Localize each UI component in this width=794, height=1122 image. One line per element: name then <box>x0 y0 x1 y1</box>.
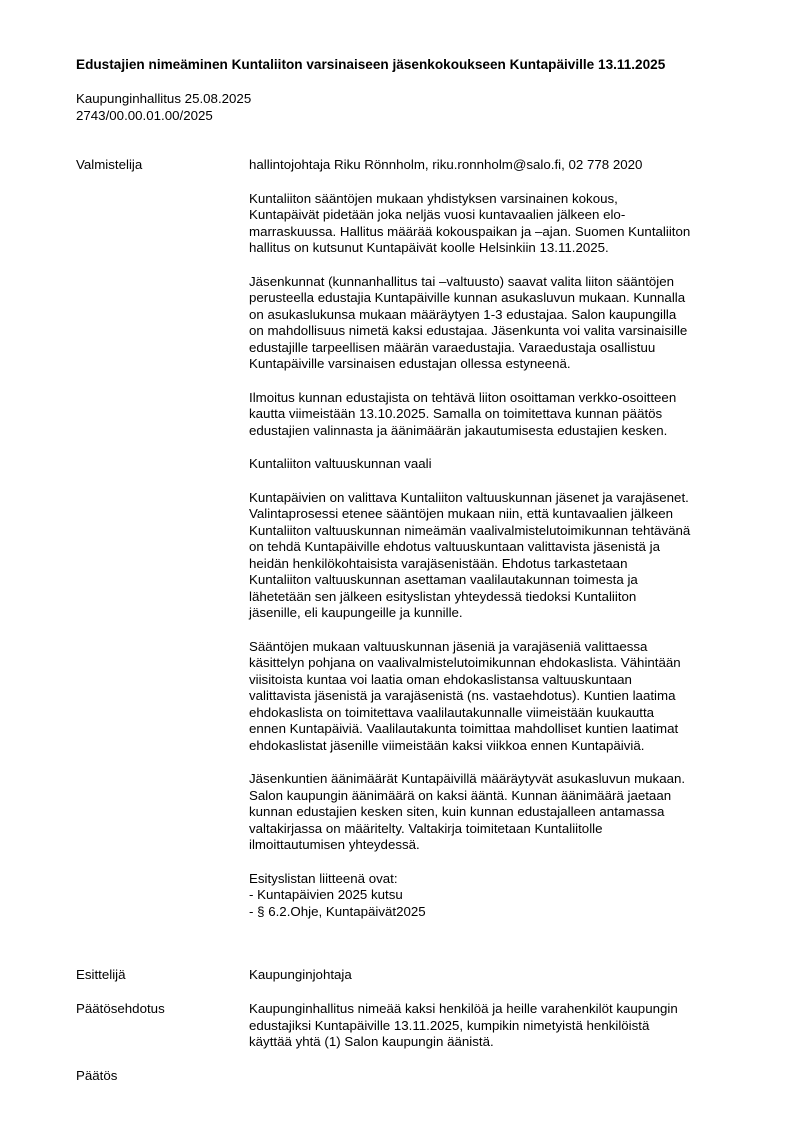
paatos-label: Päätös <box>76 1068 118 1083</box>
section-heading-valtuuskunnan-vaali: Kuntaliiton valtuuskunnan vaali <box>249 456 432 471</box>
paragraph-6: Sääntöjen mukaan valtuuskunnan jäseniä ja varajäseniä valittaessa käsittelyn pohjana on vaalivalmistelutoimikunnan ehdokaslista. Vähintään viisitoista kuntaa voi laatia oman ehdokaslistansa valtuuskuntaan valittavista jäsenistä ja varajäsenistä (ns. vastaehdotus). Kuntien laatima ehdokaslista on toimitettava vaalilautakunnalle viimeistään kuukautta ennen Kuntapäiviä. Vaalilautakunta toimittaa mahdolliset kuntien laatimat ehdokaslistat jäsenille viimeistään kaksi viikkoa ennen Kuntapäiviä. <box>249 638 681 753</box>
paatosehdotus-label: Päätösehdotus <box>76 1001 165 1016</box>
esittelija-label: Esittelijä <box>76 967 126 982</box>
meeting-info: Kaupunginhallitus 25.08.2025 <box>76 91 252 106</box>
paragraph-7: Jäsenkuntien äänimäärät Kuntapäivillä määräytyvät asukasluvun mukaan. Salon kaupungin äänimäärä on kaksi ääntä. Kunnan äänimäärä jaetaan kunnan edustajien kesken siten, kuin kunnan edustajalleen antamassa valtakirjassa on määritelty. Valtakirja toimitetaan Kuntaliitolle ilmoittautumisen yhteydessä. <box>249 771 686 852</box>
valmistelija-content <box>249 157 749 920</box>
paatosehdotus-content: Kaupunginhallitus nimeää kaksi henkilöä ja heille varahenkilöt kaupungin edustajiksi Kuntapäiville 13.11.2025, kumpikin nimetyistä henkilöistä käyttää yhtä (1) Salon kaupungin äänistä. <box>249 1001 678 1049</box>
paragraph-5: Kuntapäivien on valittava Kuntaliiton valtuuskunnan jäsenet ja varajäsenet. Valintaprosessi etenee sääntöjen mukaan niin, että kuntavaalien jälkeen Kuntaliiton valtuuskunnan nimeämän vaalivalmistelutoimikunnan tehtävänä on tehdä Kuntapäiville ehdotus valtuuskuntaan valittavista jäsenistä ja heidän henkilökohtaisista varajäsenistään. Ehdotus tarkastetaan Kuntaliiton valtuuskunnan asettaman vaalilautakunnan toimesta ja lähetetään sen jälkeen esityslistan yhteydessä tiedoksi Kuntaliiton jäsenille, eli kaupungeille ja kunnille. <box>249 489 691 620</box>
paragraph-3: Ilmoitus kunnan edustajista on tehtävä liiton osoittaman verkko-osoitteen kautta viimeistään 13.10.2025. Samalla on toimitettava kunnan päätös edustajien valinnasta ja äänimäärän jakautumisesta edustajien kesken. <box>249 389 677 438</box>
reference-number: 2743/00.00.01.00/2025 <box>76 107 213 123</box>
valmistelija-label: Valmistelija <box>76 157 143 172</box>
document-meta <box>76 91 251 124</box>
attachment-item: - § 6.2.Ohje, Kuntapäivät2025 <box>249 903 426 919</box>
paragraph-2: Jäsenkunnat (kunnanhallitus tai –valtuusto) saavat valita liiton sääntöjen perusteella edustajia Kuntapäiville kunnan asukasluvun mukaan. Kunnalla on asukaslukunsa mukaan määräytyen 1-3 edustajaa. Salon kaupungilla on mahdollisuus nimetä kaksi edustajaa. Jäsenkunta voi valita varsinaisille edustajille tarpeellisen määrän varaedustajia. Varaedustaja osallistuu Kuntapäiville varsinaisen edustajan ollessa estyneenä. <box>249 273 688 371</box>
paragraph-1: Kuntaliiton sääntöjen mukaan yhdistyksen varsinainen kokous, Kuntapäivät pidetään joka neljäs vuosi kuntavaalien jälkeen elo- marraskuussa. Hallitus määrää kokouspaikan ja –ajan. Suomen Kuntaliiton hallitus on kutsunut Kuntapäivät koolle Helsinkiin 13.11.2025. <box>249 190 691 255</box>
esittelija-value: Kaupunginjohtaja <box>249 967 352 982</box>
preparer-info: hallintojohtaja Riku Rönnholm, riku.ronnholm@salo.fi, 02 778 2020 <box>249 157 643 172</box>
attachment-item: - Kuntapäivien 2025 kutsu <box>249 887 403 902</box>
attachments-list: Esityslistan liitteenä ovat: - Kuntapäivien 2025 kutsu - § 6.2.Ohje, Kuntapäivät2025 <box>249 871 749 921</box>
document-title: Edustajien nimeäminen Kuntaliiton varsinaiseen jäsenkokoukseen Kuntapäiville 13.11.2025 <box>76 57 666 72</box>
